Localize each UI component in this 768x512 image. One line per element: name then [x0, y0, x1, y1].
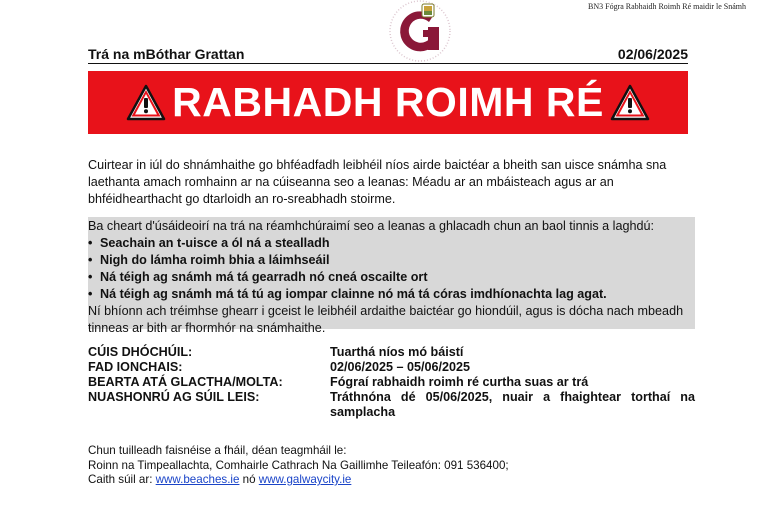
beaches-link[interactable]: www.beaches.ie	[155, 473, 240, 486]
contact-section	[88, 444, 695, 488]
detail-value: Tráthnóna dé 05/06/2025, nuair a fhaightear torthaí na samplacha	[330, 390, 695, 419]
detail-row	[88, 390, 695, 420]
advice-item: • Seachain an t-uisce a ól ná a stealladh	[88, 235, 695, 252]
details-table	[88, 345, 695, 420]
detail-label: CÚIS DHÓCHÚIL:	[88, 345, 193, 359]
advice-tail: Ní bhíonn ach tréimhse ghearr i gceist le leibhéil ardaithe baictéar go hiondúil, agus is dócha nach mbeadh tinneas ar bith ar fhormhór na snámhaithe.	[88, 304, 684, 335]
warning-triangle-icon	[126, 83, 166, 123]
detail-value: Tuarthá níos mó báistí	[330, 345, 464, 359]
advice-item: • Nigh do lámha roimh bhia a láimhseáil	[88, 252, 695, 269]
banner-title: RABHADH ROIMH RÉ	[172, 79, 604, 125]
detail-value: Fógraí rabhaidh roimh ré curtha suas ar trá	[330, 375, 589, 389]
warning-triangle-icon	[610, 83, 650, 123]
intro-paragraph: Cuirtear in iúl do shnámhaithe go bhféadfadh leibhéil níos airde baictéar a bheith san uisce snámha sna laethanta amach romhainn ar na cúiseanna seo a leanas: Méadu ar an mbáisteach agus ar an bhféidhearthacht go dtarloidh an ro-sreabhadh stoirme.	[88, 158, 667, 206]
detail-value: 02/06/2025 – 05/06/2025	[330, 360, 471, 374]
document-code: BN3 Fógra Rabhaidh Roimh Ré maidir le Snámh	[588, 2, 746, 11]
warning-banner	[88, 71, 688, 134]
contact-connector: nó	[239, 473, 259, 486]
detail-row	[88, 345, 695, 360]
notice-header	[88, 44, 688, 62]
detail-label: BEARTA ATÁ GLACTHA/MOLTA:	[88, 375, 283, 389]
beach-name: Trá na mBóthar Grattan	[88, 46, 245, 62]
notice-date: 02/06/2025	[617, 46, 688, 62]
advice-lead: Ba cheart d'úsáideoirí na trá na réamhchúraimí seo a leanas a ghlacadh chun an baol tinnis a laghdú:	[88, 219, 654, 233]
detail-label: FAD IONCHAIS:	[88, 360, 183, 374]
detail-row	[88, 375, 695, 390]
advice-box	[88, 217, 695, 335]
contact-prefix: Caith súil ar:	[88, 473, 156, 486]
detail-label: NUASHONRÚ AG SÚIL LEIS:	[88, 390, 260, 404]
contact-line: Roinn na Timpeallachta, Comhairle Cathrach Na Gaillimhe Teileafón: 091 536400;	[88, 458, 509, 472]
advice-item: • Ná téigh ag snámh má tá tú ag iompar clainne nó má tá córas imdhíonachta lag agat.	[88, 286, 695, 303]
advice-list	[88, 235, 695, 303]
contact-line: Chun tuilleadh faisnéise a fháil, déan teagmháil le:	[88, 444, 347, 457]
contact-links-line	[88, 473, 695, 488]
header-divider	[88, 63, 688, 64]
detail-row	[88, 360, 695, 375]
advice-item: • Ná téigh ag snámh má tá gearradh nó cneá oscailte ort	[88, 269, 695, 286]
galwaycity-link[interactable]: www.galwaycity.ie	[258, 473, 352, 486]
